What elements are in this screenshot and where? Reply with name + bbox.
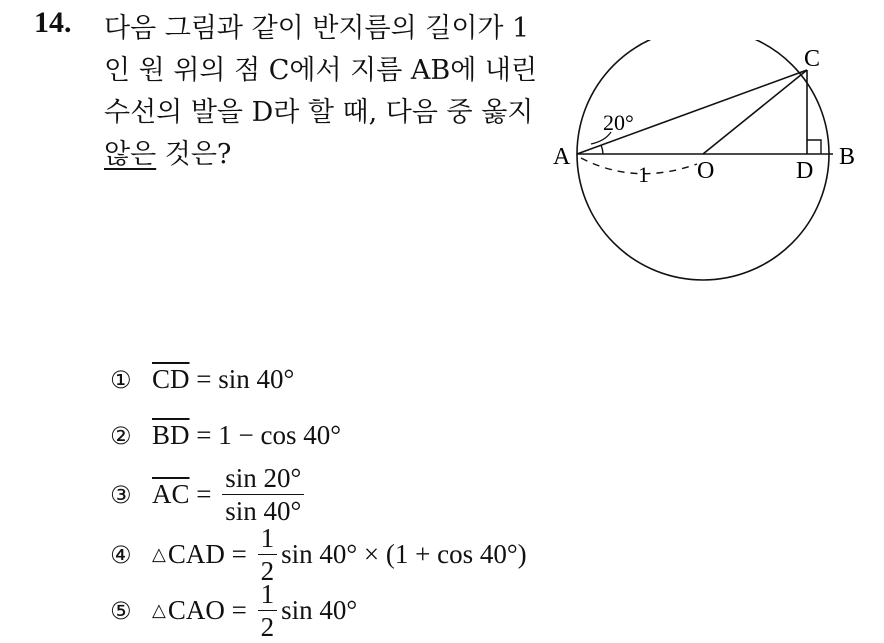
- choice-4-numerator: 1: [258, 522, 278, 555]
- choice-1-eq: =: [189, 364, 219, 394]
- choice-5[interactable]: [110, 578, 357, 643]
- choice-3-eq: =: [189, 479, 219, 509]
- choice-1-lhs: $\overline{CD}$: [152, 364, 190, 394]
- choice-2-eq: =: [189, 420, 219, 450]
- label-d: D: [796, 158, 814, 184]
- segment-oc: [703, 70, 807, 154]
- choice-4-eq: =: [224, 539, 254, 569]
- question-line-4-rest: 것은?: [156, 139, 232, 170]
- question-line-3: 수선의 발을 D라 할 때, 다음 중 옳지: [104, 97, 534, 128]
- question-line-4: [104, 134, 534, 176]
- choice-3-mark: ③: [110, 480, 132, 509]
- choice-4-lhs: CAD: [167, 539, 225, 569]
- question-line-1: 다음 그림과 같이 반지름의 길이가 1: [104, 13, 530, 44]
- choice-2[interactable]: [110, 420, 341, 451]
- choice-2-rhs: 1 − cos 40°: [218, 420, 342, 450]
- choice-3-denominator: sin 40°: [225, 496, 302, 526]
- label-c: C: [804, 46, 821, 72]
- triangle-icon: △: [152, 544, 166, 565]
- choice-5-fraction: [258, 578, 278, 643]
- choice-3-numerator: sin 20°: [222, 462, 304, 495]
- choice-4-rhs: sin 40° × (1 + cos 40°): [281, 539, 527, 569]
- choice-2-lhs: $\overline{BD}$: [152, 420, 190, 450]
- choice-5-denominator: 2: [260, 612, 275, 642]
- label-o: O: [697, 158, 715, 184]
- choice-5-lhs: CAO: [167, 595, 225, 625]
- right-angle-mark: [807, 140, 821, 154]
- choice-4-denominator: 2: [260, 556, 275, 586]
- choice-5-mark: ⑤: [110, 596, 132, 625]
- angle-label: 20°: [603, 110, 634, 135]
- choice-1-rhs: sin 40°: [218, 364, 295, 394]
- choice-3-lhs: $\overline{AC}$: [152, 479, 190, 509]
- angle-arc: [601, 145, 603, 154]
- choice-1[interactable]: [110, 364, 294, 395]
- question-text: [104, 8, 538, 176]
- choice-1-mark: ①: [110, 365, 132, 394]
- choice-3[interactable]: [110, 462, 308, 527]
- triangle-icon: △: [152, 600, 166, 621]
- label-a: A: [553, 144, 571, 170]
- question-number: 14.: [34, 6, 72, 39]
- choice-5-numerator: 1: [258, 578, 278, 611]
- choice-4-mark: ④: [110, 540, 132, 569]
- choice-5-rhs: sin 40°: [281, 595, 358, 625]
- choice-3-fraction: [222, 462, 304, 527]
- underlined-word: 않은: [104, 139, 157, 170]
- circle-diagram: [545, 40, 855, 300]
- choice-2-mark: ②: [110, 421, 132, 450]
- question-line-2: 인 원 위의 점 C에서 지름 AB에 내린: [104, 55, 538, 86]
- radius-label: 1: [638, 162, 649, 187]
- label-b: B: [839, 144, 855, 170]
- choice-5-eq: =: [224, 595, 254, 625]
